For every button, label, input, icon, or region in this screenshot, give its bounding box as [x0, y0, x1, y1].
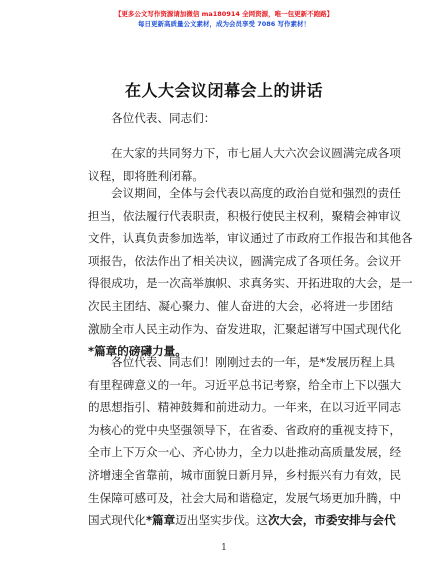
text-run-bold: *篇章 [145, 513, 176, 528]
document-title: 在人大会议闭幕会上的讲话 [124, 81, 323, 100]
paragraph-line: 会议期间，全体与会代表以高度的政治自觉和强烈的责任 [111, 186, 401, 200]
paragraph-line: 得很成功，是一次高举旗帜、求真务实、开拓进取的大会，是一 [88, 276, 413, 291]
paragraph-line-bold: *篇章的磅礴力量。 [88, 344, 187, 359]
paragraph-1 [88, 142, 401, 187]
paragraph-line: 为核心的党中央坚强领导下，在省委、省政府的重视支持下， [88, 422, 402, 437]
paragraph-line: 次民主团结、凝心聚力、催人奋进的大会，必将进一步团结 [88, 298, 393, 313]
paragraph-line: 激励全市人民主动作为、奋发进取，汇聚起谱写中国式现代化 [88, 321, 402, 336]
page-number: 1 [221, 543, 227, 553]
paragraph-line: 济增速全省靠前，城市面貌日新月异，乡村振兴有力有效，民 [88, 467, 402, 482]
paragraph-line: 项报告，依法作出了相关决议，圆满完成了各项任务。会议开 [88, 253, 402, 268]
paragraph-2 [88, 182, 413, 363]
paragraph-line: 担当，依法履行代表职责，积极行使民主权利，聚精会神审议 [88, 208, 402, 223]
text-run: 国式现代化 [88, 513, 146, 528]
paragraph-line: 文件，认真负责参加选举，审议通过了市政府工作报告和其他各 [88, 231, 413, 246]
paragraph-line: 有里程碑意义的一年。习近平总书记考察，给全市上下以强大 [88, 377, 402, 392]
paragraph-line: 全市上下万众一心、齐心协力，全力以赴推动高质量发展，经 [88, 445, 402, 460]
paragraph-line: 各位代表、同志们！刚刚过去的一年，是*发展历程上具 [111, 355, 396, 369]
promo-banner-line1: 【更多公文写作资源请加微信 ma180914 全网资源，唯一包更新不跑路】 [114, 10, 334, 18]
paragraph-3 [88, 351, 402, 532]
paragraph-line: 在大家的共同努力下，市七届人大六次会议圆满完成各项 [111, 146, 401, 160]
paragraph-line-mixed [88, 509, 396, 532]
text-run: 迈出坚实步伐。这 [175, 513, 269, 528]
paragraph-line: 生保障可感可及，社会大局和谐稳定，发展气场更加升腾，中 [88, 490, 402, 505]
text-run-bold: 次大会，市委安排与会代 [268, 513, 396, 528]
salutation [88, 107, 416, 130]
paragraph-line: 议程，即将胜利闭幕。 [88, 168, 204, 183]
paragraph-line: 的思想指引、精神鼓舞和前进动力。一年来，在以习近平同志 [88, 400, 402, 415]
promo-banner-line2: 每日更新高质量公文素材，成为会员享受 7086 写作素材！ [137, 20, 311, 28]
salutation-text: 各位代表、同志们： [111, 111, 216, 125]
